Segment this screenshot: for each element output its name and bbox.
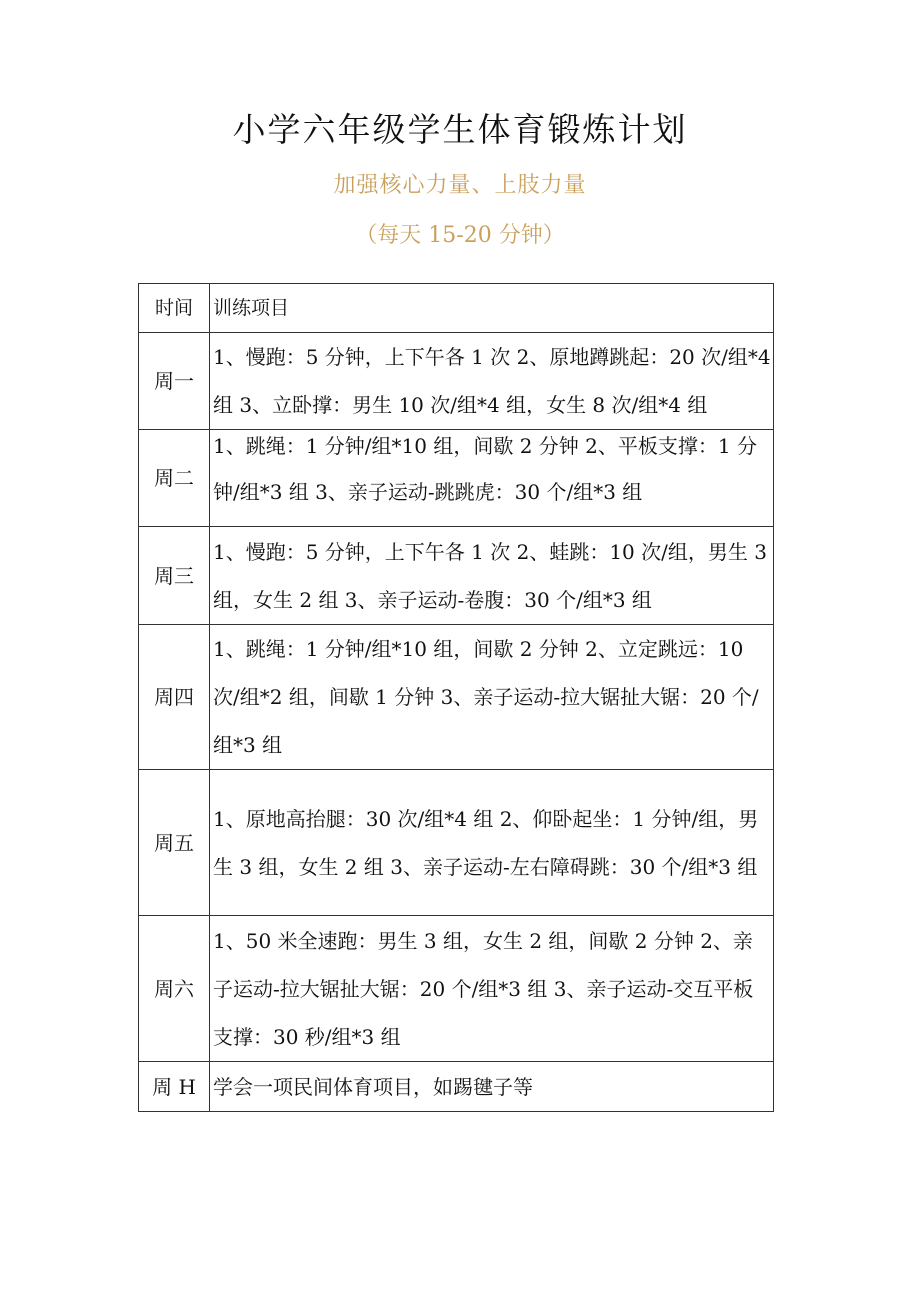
table-row	[139, 916, 774, 1062]
content-cell	[210, 916, 774, 1062]
content-cell	[210, 430, 774, 527]
content-text: 1、跳绳：1 分钟/组*10 组，间歇 2 分钟 2、立定跳远：10 次/组*2 组，间歇 1 分钟 3、亲子运动-拉大锯扯大锯：20 个/组*3 组	[213, 637, 759, 757]
day-cell: 周四	[139, 625, 210, 770]
duration-note: （每天 15-20 分钟）	[355, 223, 565, 248]
content-text: 1、原地高抬腿：30 次/组*4 组 2、仰卧起坐：1 分钟/组，男生 3 组，女生 2 组 3、亲子运动-左右障碍跳：30 个/组*3 组	[213, 806, 759, 879]
header-day: 时间	[139, 284, 210, 333]
content-cell	[210, 625, 774, 770]
table-header-row	[139, 284, 774, 333]
day-cell: 周一	[139, 333, 210, 430]
day-cell: 周六	[139, 916, 210, 1062]
training-schedule-table	[138, 283, 774, 1112]
content-cell	[210, 527, 774, 625]
day-cell: 周二	[139, 430, 210, 527]
header-content: 训练项目	[210, 284, 774, 333]
subtitle: 加强核心力量、上肢力量	[333, 173, 587, 198]
content-cell	[210, 1062, 774, 1112]
table-row	[139, 625, 774, 770]
content-text: 学会一项民间体育项目，如踢毽子等	[213, 1074, 533, 1099]
content-cell	[210, 333, 774, 430]
day-cell: 周 H	[139, 1062, 210, 1112]
table-row	[139, 333, 774, 430]
day-cell: 周五	[139, 770, 210, 916]
page-title: 小学六年级学生体育锻炼计划	[232, 110, 688, 149]
content-text: 1、慢跑：5 分钟，上下午各 1 次 2、蛙跳：10 次/组，男生 3 组，女生 2 组 3、亲子运动-卷腹：30 个/组*3 组	[213, 539, 767, 612]
table-row	[139, 770, 774, 916]
content-text: 1、50 米全速跑：男生 3 组，女生 2 组，间歇 2 分钟 2、亲子运动-拉大锯扯大锯：20 个/组*3 组 3、亲子运动-交互平板支撑：30 秒/组*3 组	[213, 928, 754, 1049]
content-overflow-text: 钟/组*3 组 3、亲子运动-跳跳虎：30 个/组*3 组	[213, 480, 643, 504]
content-text: 1、跳绳：1 分钟/组*10 组，间歇 2 分钟 2、平板支撑：1 分	[213, 434, 757, 458]
table-row	[139, 430, 774, 527]
content-cell	[210, 770, 774, 916]
content-text: 1、慢跑：5 分钟，上下午各 1 次 2、原地蹲跳起：20 次/组*4 组 3、立卧撑：男生 10 次/组*4 组，女生 8 次/组*4 组	[213, 345, 771, 417]
table-row	[139, 527, 774, 625]
table-row	[139, 1062, 774, 1112]
day-cell: 周三	[139, 527, 210, 625]
